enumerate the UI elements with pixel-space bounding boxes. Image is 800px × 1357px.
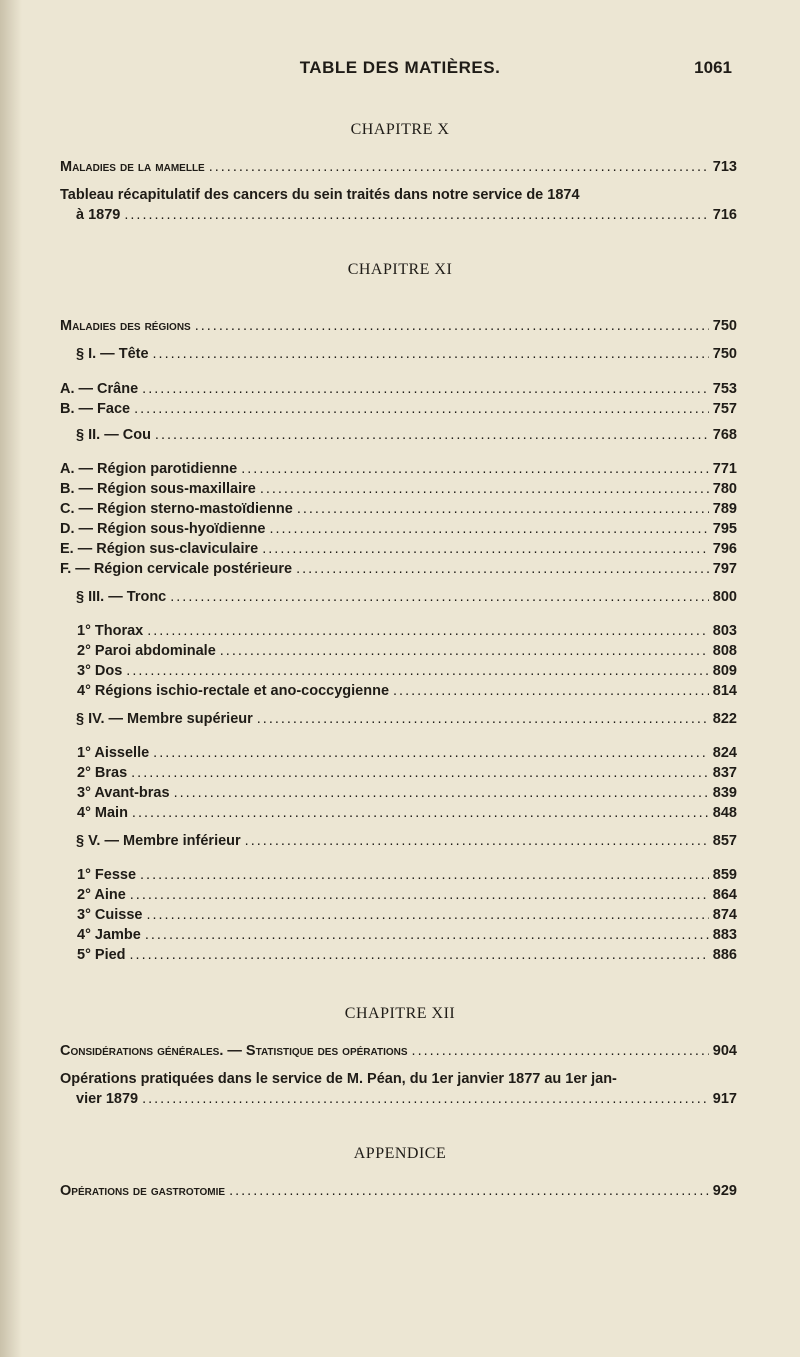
- toc-entry-page: 864: [712, 887, 737, 903]
- toc-entry-label: § IV. — Membre supérieur: [76, 711, 253, 727]
- toc-entry-page: 809: [712, 663, 737, 679]
- toc-entry-page: 713: [712, 159, 737, 175]
- toc-entry: [76, 345, 737, 363]
- toc-entry-label: 3° Dos: [77, 663, 123, 679]
- leader-dots: [153, 744, 709, 762]
- chapter-12-title: CHAPITRE XII: [344, 1005, 456, 1022]
- leader-dots: [132, 804, 709, 822]
- toc-entry-label: Maladies de la mamelle: [60, 159, 205, 175]
- toc-entry: [60, 1042, 737, 1060]
- toc-entry: [76, 426, 737, 444]
- toc-entry-label: B. — Face: [60, 401, 131, 417]
- toc-entry-label: B. — Région sous-maxillaire: [60, 481, 256, 497]
- leader-dots: [153, 345, 709, 363]
- toc-entry: [77, 926, 737, 944]
- running-head-page-number: 1061: [694, 58, 732, 77]
- toc-entry-page: 886: [712, 947, 737, 963]
- leader-dots: [126, 662, 709, 680]
- toc-entry-label: § I. — Tête: [76, 346, 149, 362]
- leader-dots: [296, 560, 709, 578]
- leader-dots: [257, 710, 709, 728]
- toc-entry-label: 4° Régions ischio-rectale et ano-coccygienne: [77, 683, 390, 699]
- toc-entry-page: 859: [712, 867, 737, 883]
- toc-entry-label: 2° Paroi abdominale: [77, 643, 216, 659]
- toc-entry: [77, 642, 737, 660]
- toc-entry: [77, 946, 737, 964]
- toc-entry-page: 839: [712, 785, 737, 801]
- toc-entry-label: § III. — Tronc: [76, 589, 167, 605]
- toc-entry: [77, 682, 737, 700]
- toc-entry-label: 4° Main: [77, 805, 128, 821]
- toc-entry-page: 883: [712, 927, 737, 943]
- toc-entry: [76, 1090, 737, 1108]
- leader-dots: [130, 886, 709, 904]
- leader-dots: [195, 317, 709, 335]
- toc-entry: [60, 1182, 737, 1200]
- toc-entry-page: 917: [712, 1091, 737, 1107]
- toc-entry-label: 4° Jambe: [77, 927, 141, 943]
- toc-entry: [77, 744, 737, 762]
- toc-entry-page: 803: [712, 623, 737, 639]
- toc-entry-label: 1° Aisselle: [77, 745, 150, 761]
- leader-dots: [262, 540, 709, 558]
- leader-dots: [229, 1182, 709, 1200]
- toc-entry-page: 822: [712, 711, 737, 727]
- toc-entry-label: 2° Bras: [77, 765, 128, 781]
- toc-entry: [60, 380, 737, 398]
- toc-entry: [60, 520, 737, 538]
- toc-entry: [76, 832, 737, 850]
- toc-entry-page: 796: [712, 541, 737, 557]
- leader-dots: [297, 500, 709, 518]
- leader-dots: [245, 832, 709, 850]
- toc-entry-page: 768: [712, 427, 737, 443]
- toc-entry-label: A. — Crâne: [60, 381, 139, 397]
- leader-dots: [155, 426, 709, 444]
- appendix-title: APPENDICE: [353, 1145, 447, 1162]
- toc-entry-page: 848: [712, 805, 737, 821]
- toc-entry-label: A. — Région parotidienne: [60, 461, 238, 477]
- toc-entry-label: § II. — Cou: [76, 427, 151, 443]
- leader-dots: [260, 480, 709, 498]
- leader-dots: [142, 1090, 709, 1108]
- toc-entry: [77, 622, 737, 640]
- leader-dots: [140, 866, 709, 884]
- toc-entry-page: 929: [712, 1183, 737, 1199]
- toc-entry-page: 750: [712, 346, 737, 362]
- toc-entry-first-line: Opérations pratiquées dans le service de M. Péan, du 1er janvier 1877 au 1er jan-: [60, 1071, 617, 1087]
- toc-entry-label: Considérations générales. — Statistique des opérations: [60, 1043, 408, 1059]
- leader-dots: [130, 946, 709, 964]
- toc-entry: [60, 560, 737, 578]
- leader-dots: [142, 380, 709, 398]
- toc-entry: [60, 480, 737, 498]
- toc-entry-label: à 1879: [76, 207, 121, 223]
- leader-dots: [412, 1042, 709, 1060]
- toc-entry-page: 800: [712, 589, 737, 605]
- leader-dots: [209, 158, 709, 176]
- toc-entry-page: 837: [712, 765, 737, 781]
- toc-entry-label: § V. — Membre inférieur: [76, 833, 241, 849]
- toc-entry-label: Opérations de gastrotomie: [60, 1183, 226, 1199]
- toc-entry-label: E. — Région sus-claviculaire: [60, 541, 259, 557]
- toc-entry-label: Maladies des régions: [60, 318, 191, 334]
- leader-dots: [145, 926, 709, 944]
- toc-entry: [77, 886, 737, 904]
- toc-entry: [60, 400, 737, 418]
- toc-entry-page: 757: [712, 401, 737, 417]
- toc-entry: [60, 540, 737, 558]
- toc-entry: [76, 588, 737, 606]
- running-head-title: TABLE DES MATIÈRES.: [299, 58, 501, 77]
- toc-entry-page: 795: [712, 521, 737, 537]
- leader-dots: [170, 588, 709, 606]
- toc-entry-page: 797: [712, 561, 737, 577]
- toc-entry-label: F. — Région cervicale postérieure: [60, 561, 293, 577]
- toc-entry-page: 789: [712, 501, 737, 517]
- toc-entry-page: 750: [712, 318, 737, 334]
- toc-entry: [60, 317, 737, 335]
- toc-entry-first-line: Tableau récapitulatif des cancers du sein traités dans notre service de 1874: [60, 187, 580, 203]
- leader-dots: [269, 520, 708, 538]
- toc-entry-page: 824: [712, 745, 737, 761]
- leader-dots: [146, 906, 708, 924]
- toc-entry: [60, 158, 737, 176]
- toc-entry: [60, 460, 737, 478]
- toc-entry-page: 904: [712, 1043, 737, 1059]
- running-head: [0, 58, 800, 82]
- chapter-11-title: CHAPITRE XI: [347, 261, 453, 278]
- toc-entry: [60, 500, 737, 518]
- toc-entry-label: C. — Région sterno-mastoïdienne: [60, 501, 293, 517]
- leader-dots: [393, 682, 709, 700]
- chapter-10-title: CHAPITRE X: [350, 121, 450, 138]
- toc-entry-label: 2° Aine: [77, 887, 126, 903]
- toc-entry: [77, 866, 737, 884]
- toc-entry: [77, 764, 737, 782]
- toc-entry-label: 3° Cuisse: [77, 907, 143, 923]
- toc-entry-label: D. — Région sous-hyoïdienne: [60, 521, 266, 537]
- toc-entry: [77, 906, 737, 924]
- leader-dots: [124, 206, 708, 224]
- leader-dots: [134, 400, 709, 418]
- toc-entry-label: 1° Thorax: [77, 623, 144, 639]
- toc-entry: [77, 662, 737, 680]
- leader-dots: [147, 622, 709, 640]
- leader-dots: [220, 642, 709, 660]
- toc-entry: [76, 710, 737, 728]
- leader-dots: [174, 784, 709, 802]
- toc-entry-label: 3° Avant-bras: [77, 785, 170, 801]
- toc-entry-page: 874: [712, 907, 737, 923]
- toc-entry-page: 716: [712, 207, 737, 223]
- toc-entry-page: 857: [712, 833, 737, 849]
- toc-entry: [77, 804, 737, 822]
- toc-entry-page: 814: [712, 683, 737, 699]
- toc-entry-page: 780: [712, 481, 737, 497]
- toc-entry: [77, 784, 737, 802]
- toc-entry-label: vier 1879: [76, 1091, 139, 1107]
- toc-entry-page: 808: [712, 643, 737, 659]
- toc-entry-page: 771: [712, 461, 737, 477]
- leader-dots: [241, 460, 709, 478]
- toc-entry-label: 5° Pied: [77, 947, 126, 963]
- toc-entry: [76, 206, 737, 224]
- toc-entry-label: 1° Fesse: [77, 867, 137, 883]
- leader-dots: [131, 764, 709, 782]
- toc-entry-page: 753: [712, 381, 737, 397]
